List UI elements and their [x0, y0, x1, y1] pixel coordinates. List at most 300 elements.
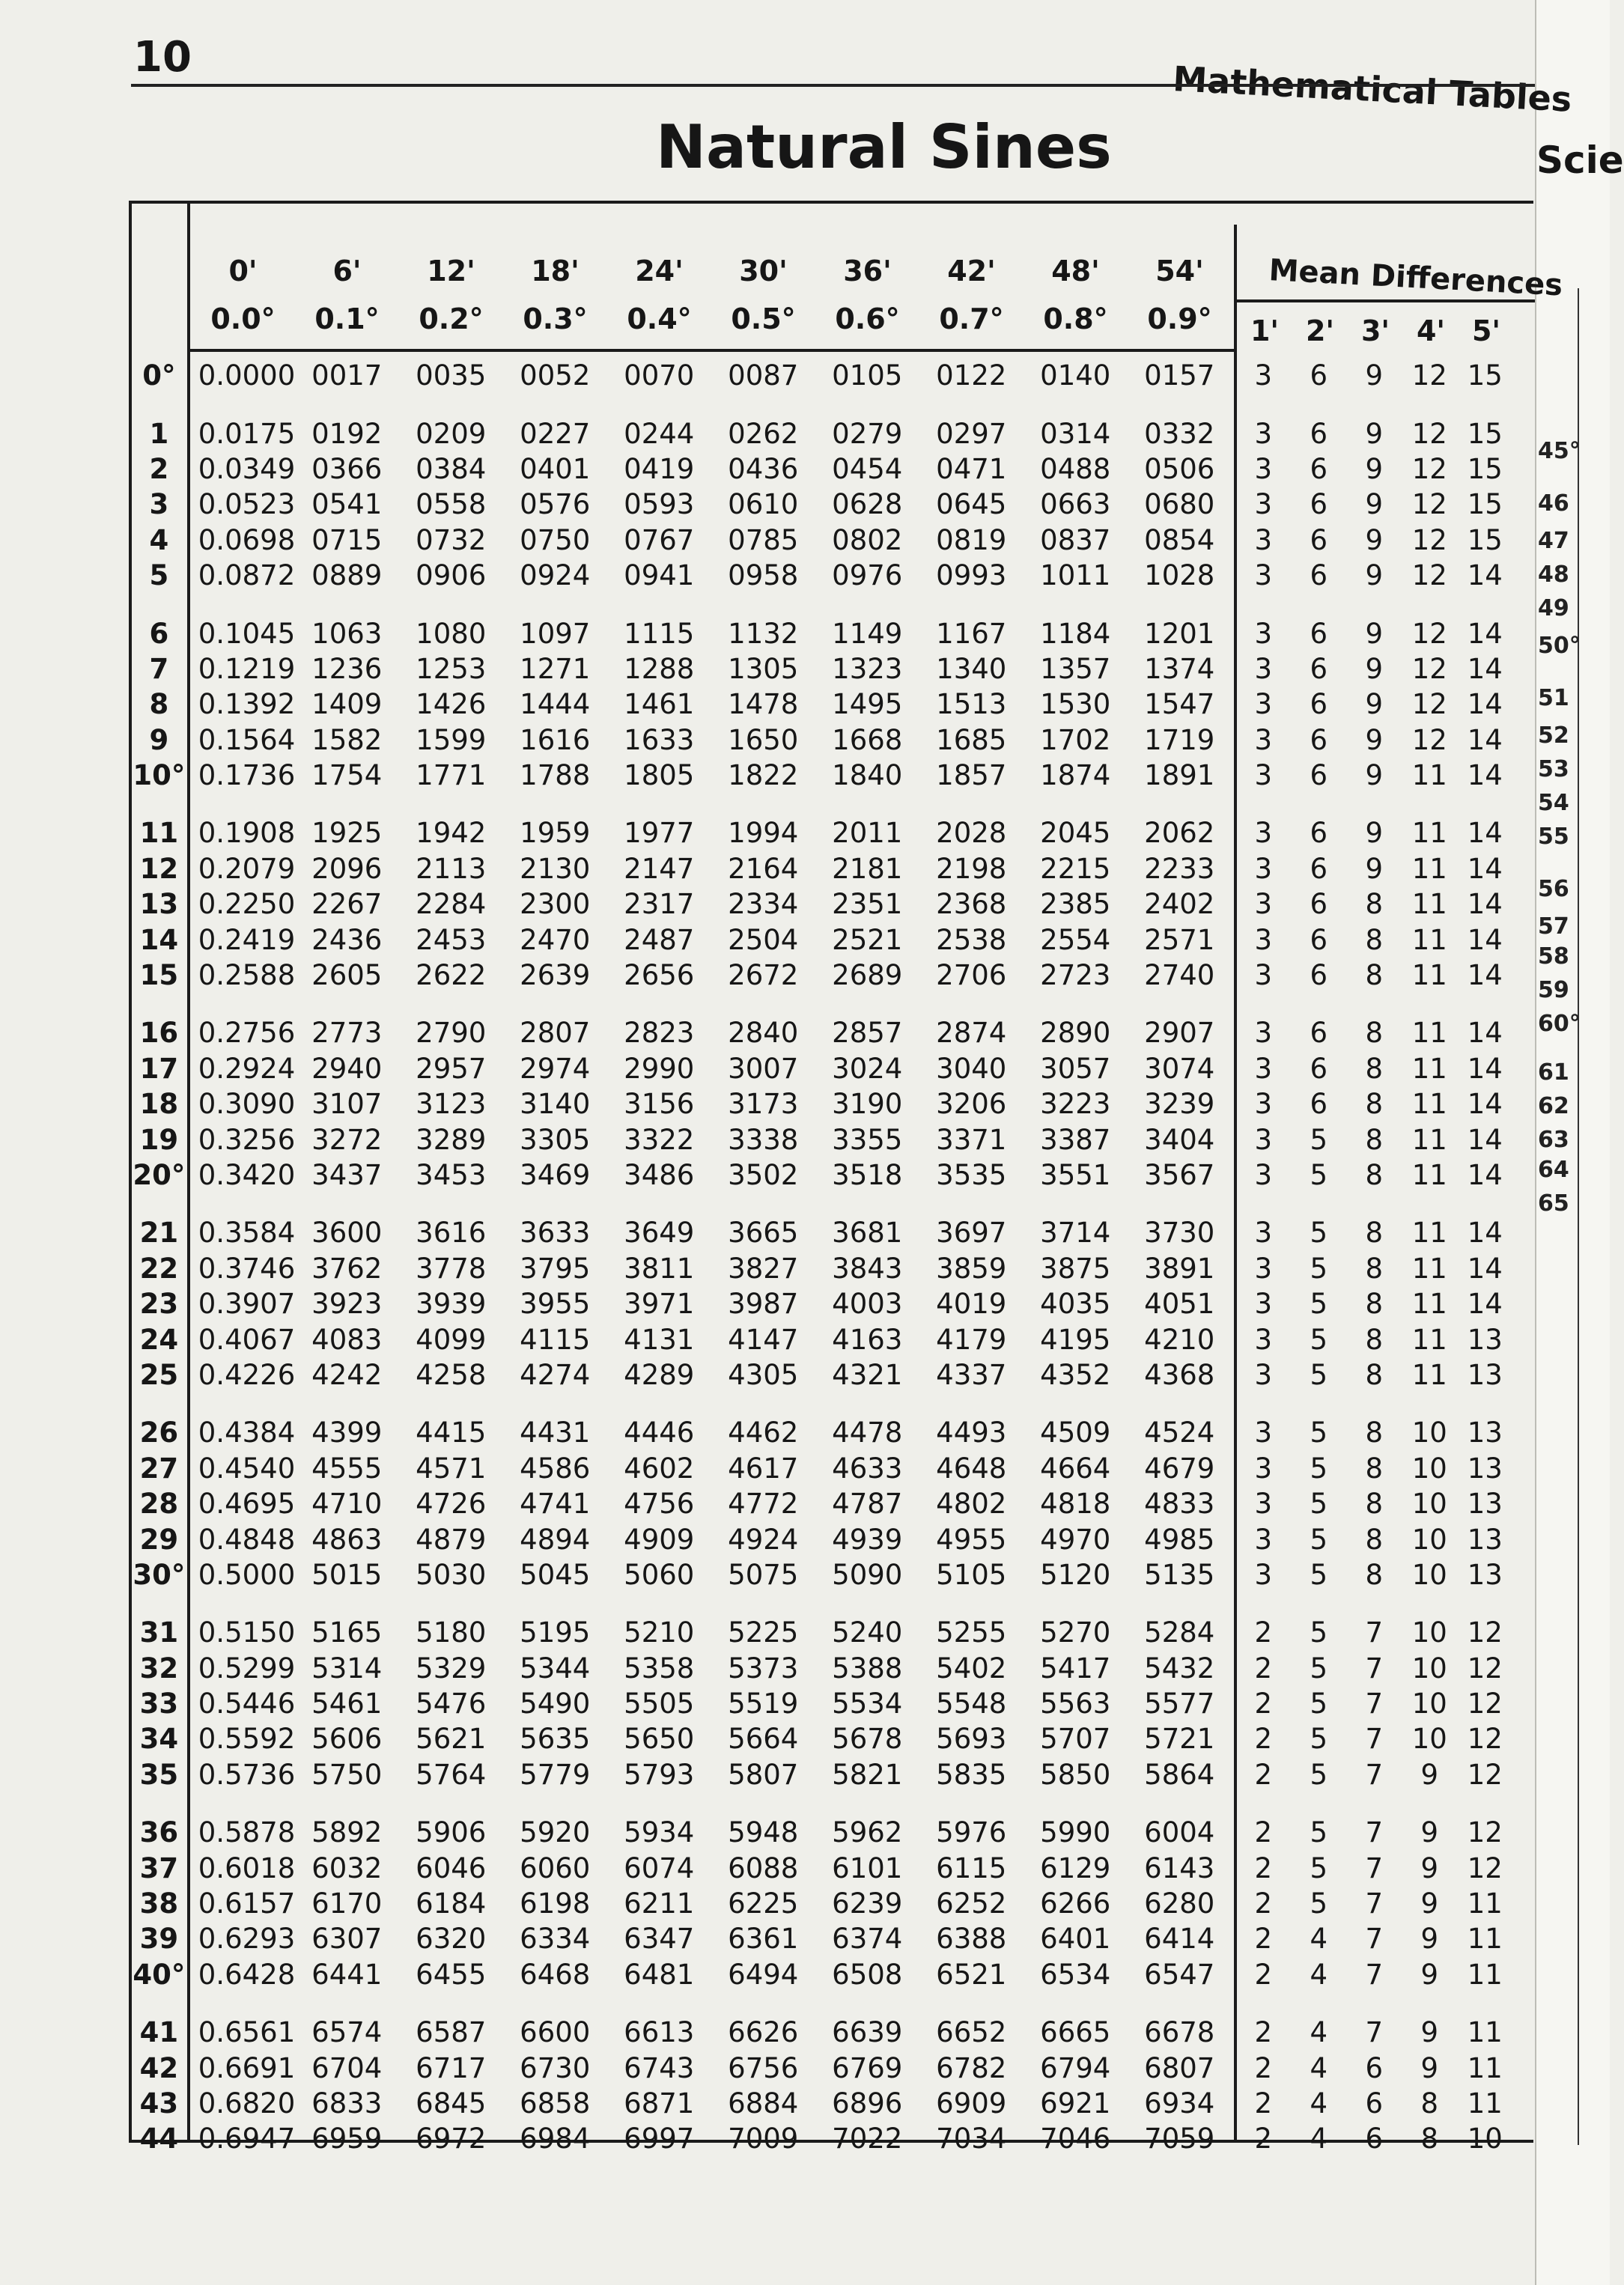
sine-value: 2656 [624, 959, 695, 992]
row-group [131, 1815, 1531, 1992]
mean-difference-value: 2 [1254, 2016, 1273, 2049]
mean-difference-value: 12 [1467, 1758, 1503, 1791]
sine-value: 4586 [520, 1452, 591, 1485]
sine-values [187, 1852, 1235, 1884]
mean-difference-values [1235, 359, 1531, 392]
mean-difference-values [1235, 1017, 1531, 1049]
mean-difference-value: 5 [1310, 1159, 1328, 1191]
sine-value: 3404 [1144, 1123, 1215, 1156]
sine-values [187, 418, 1235, 450]
sine-value: 3987 [728, 1288, 799, 1321]
mean-difference-value: 7 [1365, 1887, 1384, 1920]
sine-value: 4163 [832, 1323, 903, 1356]
angle-degree: 4 [149, 523, 169, 556]
mean-difference-values [1235, 1088, 1531, 1120]
sine-value: 0854 [1144, 523, 1215, 556]
mean-difference-values [1235, 817, 1531, 849]
row-group [131, 358, 1531, 393]
sine-value: 3827 [728, 1252, 799, 1285]
mean-difference-values [1235, 1652, 1531, 1685]
row-group [131, 1415, 1531, 1592]
mean-difference-value: 12 [1411, 417, 1447, 450]
sine-value: 6769 [832, 2051, 903, 2084]
sine-value: 5606 [311, 1723, 383, 1756]
sine-value: 4894 [520, 1523, 591, 1556]
mean-difference-value: 9 [1420, 1758, 1439, 1791]
sine-value: 2334 [728, 888, 799, 921]
column-header-decimal: 0.3° [523, 302, 588, 335]
mean-difference-value: 2 [1254, 1887, 1273, 1920]
sine-values [187, 1088, 1235, 1120]
header-rule [131, 84, 1535, 87]
angle-degree: 30° [133, 1558, 186, 1591]
sine-value: 1097 [520, 617, 591, 650]
mean-difference-value: 11 [1411, 959, 1447, 992]
sine-value: 5476 [416, 1688, 487, 1720]
mean-difference-value: 5 [1310, 1358, 1328, 1391]
sine-value: 0645 [936, 488, 1007, 521]
sine-value: 0.0872 [198, 559, 296, 592]
column-header-decimal: 0.0° [210, 302, 276, 335]
adjacent-degree: 54 [1538, 790, 1569, 816]
sine-value: 3206 [936, 1088, 1007, 1121]
mean-difference-value: 14 [1467, 1159, 1503, 1191]
sine-value: 2874 [936, 1017, 1007, 1050]
angle-degree: 1 [149, 417, 169, 450]
sine-value: 0.3256 [198, 1123, 296, 1156]
table-row [131, 651, 1531, 687]
mean-difference-value: 5 [1310, 1558, 1328, 1591]
sine-value: 3289 [416, 1123, 487, 1156]
sine-value: 6626 [728, 2016, 799, 2049]
sine-value: 6521 [936, 1958, 1007, 1991]
mean-difference-values [1235, 1723, 1531, 1755]
sine-value: 4710 [311, 1488, 383, 1521]
sine-values [187, 759, 1235, 791]
sine-value: 6934 [1144, 2087, 1215, 2120]
angle-degree: 27 [139, 1452, 179, 1485]
table-row [131, 1451, 1531, 1486]
mean-difference-value: 14 [1467, 688, 1503, 721]
mean-difference-values [1235, 1324, 1531, 1356]
sine-value: 6225 [728, 1887, 799, 1920]
sine-value: 6211 [624, 1887, 695, 1920]
angle-degree: 34 [139, 1723, 179, 1756]
sine-value: 5707 [1040, 1723, 1111, 1756]
sine-value: 5195 [520, 1616, 591, 1649]
sine-value: 1788 [520, 759, 591, 792]
sine-value: 4787 [832, 1488, 903, 1521]
sine-value: 3891 [1144, 1252, 1215, 1285]
table-row [131, 558, 1531, 593]
sine-value: 5060 [624, 1558, 695, 1591]
sine-value: 1271 [520, 652, 591, 685]
sine-value: 5864 [1144, 1758, 1215, 1791]
sine-value: 1857 [936, 759, 1007, 792]
mean-difference-value: 11 [1411, 1017, 1447, 1050]
sine-value: 5180 [416, 1616, 487, 1649]
sine-value: 0314 [1040, 417, 1111, 450]
sine-value: 6184 [416, 1887, 487, 1920]
sine-value: 4648 [936, 1452, 1007, 1485]
adjacent-degree: 46 [1538, 490, 1569, 517]
sine-value: 6101 [832, 1852, 903, 1884]
mean-difference-value: 5 [1310, 1323, 1328, 1356]
sine-values [187, 1488, 1235, 1520]
mean-difference-value: 12 [1411, 559, 1447, 592]
mean-difference-value: 6 [1310, 652, 1328, 685]
sine-value: 4051 [1144, 1288, 1215, 1321]
table-row [131, 416, 1531, 451]
angle-degree: 16 [139, 1017, 179, 1050]
mean-difference-value: 3 [1254, 1123, 1273, 1156]
mean-difference-value: 7 [1365, 1816, 1384, 1849]
sine-value: 3223 [1040, 1088, 1111, 1121]
sine-value: 1340 [936, 652, 1007, 685]
sine-value: 6704 [311, 2051, 383, 2084]
sine-value: 2436 [311, 923, 383, 956]
sine-value: 4446 [624, 1417, 695, 1449]
sine-value: 6074 [624, 1852, 695, 1884]
sine-values [187, 959, 1235, 991]
sine-value: 6587 [416, 2016, 487, 2049]
sine-value: 4131 [624, 1323, 695, 1356]
angle-degree: 14 [139, 923, 179, 956]
sine-value: 0.5446 [198, 1688, 296, 1720]
sine-value: 4818 [1040, 1488, 1111, 1521]
mean-difference-values [1235, 453, 1531, 485]
sine-value: 4019 [936, 1288, 1007, 1321]
sine-value: 5120 [1040, 1558, 1111, 1591]
column-header-minutes: 24' [635, 255, 684, 287]
sine-value: 3355 [832, 1123, 903, 1156]
mean-difference-values [1235, 524, 1531, 556]
column-headers [191, 247, 1232, 344]
sine-value: 4833 [1144, 1488, 1215, 1521]
table-row [131, 958, 1531, 993]
table-row [131, 1686, 1531, 1721]
mean-difference-values [1235, 1359, 1531, 1391]
mean-difference-value: 11 [1411, 888, 1447, 921]
mean-difference-value: 9 [1365, 559, 1384, 592]
mean-difference-value: 7 [1365, 1616, 1384, 1649]
sine-value: 0140 [1040, 359, 1111, 392]
sine-values [187, 1959, 1235, 1991]
mean-difference-value: 2 [1254, 1688, 1273, 1720]
mean-difference-value: 12 [1467, 1616, 1503, 1649]
table-row [131, 487, 1531, 522]
sine-value: 4571 [416, 1452, 487, 1485]
mean-difference-value: 2 [1254, 2051, 1273, 2084]
sine-value: 5490 [520, 1688, 591, 1720]
sine-value: 0157 [1144, 359, 1215, 392]
angle-degree: 29 [139, 1523, 179, 1556]
sine-value: 0663 [1040, 488, 1111, 521]
sine-value: 0628 [832, 488, 903, 521]
sine-value: 4863 [311, 1523, 383, 1556]
mean-difference-value: 11 [1411, 1323, 1447, 1356]
sine-value: 3371 [936, 1123, 1007, 1156]
sine-value: 1357 [1040, 652, 1111, 685]
sine-value: 6909 [936, 2087, 1007, 2120]
sine-table-body [131, 358, 1531, 2179]
angle-degree: 3 [149, 488, 169, 521]
sine-value: 2351 [832, 888, 903, 921]
sine-value: 7034 [936, 2123, 1007, 2155]
mean-difference-value: 13 [1467, 1488, 1503, 1521]
sine-value: 6401 [1040, 1923, 1111, 1956]
mean-difference-value: 14 [1467, 852, 1503, 885]
sine-value: 3551 [1040, 1159, 1111, 1191]
column-header [1024, 247, 1128, 344]
mean-difference-value: 6 [1310, 488, 1328, 521]
table-row [131, 1757, 1531, 1792]
sine-value: 0906 [416, 559, 487, 592]
mean-difference-value: 10 [1411, 1616, 1447, 1649]
mean-difference-value: 11 [1411, 1358, 1447, 1391]
table-row [131, 815, 1531, 851]
mean-difference-value: 3 [1254, 888, 1273, 921]
sine-value: 2706 [936, 959, 1007, 992]
angle-degree: 43 [139, 2087, 179, 2120]
mean-difference-value: 12 [1411, 488, 1447, 521]
sine-value: 0471 [936, 452, 1007, 485]
sine-value: 6088 [728, 1852, 799, 1884]
sine-value: 0401 [520, 452, 591, 485]
angle-degree: 24 [139, 1323, 179, 1356]
sine-value: 6730 [520, 2051, 591, 2084]
sine-value: 0.1908 [198, 817, 296, 850]
sine-value: 3239 [1144, 1088, 1215, 1121]
mean-difference-values [1235, 1816, 1531, 1849]
row-group [131, 1615, 1531, 1792]
sine-value: 4879 [416, 1523, 487, 1556]
table-row [131, 1815, 1531, 1850]
sine-value: 3875 [1040, 1252, 1111, 1285]
mean-difference-value: 11 [1467, 1887, 1503, 1920]
sine-value: 3107 [311, 1088, 383, 1121]
table-row [131, 1357, 1531, 1393]
sine-value: 1323 [832, 652, 903, 685]
sine-value: 3939 [416, 1288, 487, 1321]
column-header [1128, 247, 1232, 344]
mean-difference-values [1235, 2016, 1531, 2048]
sine-value: 4555 [311, 1452, 383, 1485]
table-row [131, 2121, 1531, 2156]
sine-values [187, 1688, 1235, 1720]
sine-value: 0279 [832, 417, 903, 450]
sine-value: 2974 [520, 1052, 591, 1085]
sine-value: 0454 [832, 452, 903, 485]
mean-difference-value: 9 [1420, 2051, 1439, 2084]
mean-difference-value: 9 [1365, 417, 1384, 450]
mean-difference-value: 6 [1310, 888, 1328, 921]
angle-degree: 37 [139, 1852, 179, 1884]
angle-degree: 32 [139, 1652, 179, 1685]
mean-difference-value: 5 [1310, 1217, 1328, 1250]
sine-value: 5210 [624, 1616, 695, 1649]
sine-value: 3007 [728, 1052, 799, 1085]
sine-value: 1977 [624, 817, 695, 850]
mean-difference-value: 11 [1411, 817, 1447, 850]
mean-difference-values [1235, 924, 1531, 956]
sine-value: 1374 [1144, 652, 1215, 685]
mean-difference-value: 4 [1310, 2123, 1328, 2155]
mean-difference-value: 4 [1310, 2087, 1328, 2120]
sine-value: 5373 [728, 1652, 799, 1685]
sine-value: 0105 [832, 359, 903, 392]
adjacent-degree: 55 [1538, 824, 1569, 850]
mean-difference-values [1235, 618, 1531, 650]
row-group [131, 615, 1531, 793]
sine-value: 3697 [936, 1217, 1007, 1250]
mean-difference-value: 14 [1467, 959, 1503, 992]
sine-value: 2554 [1040, 923, 1111, 956]
sine-value: 1409 [311, 688, 383, 721]
mean-difference-value: 3 [1254, 1288, 1273, 1321]
mean-difference-value: 5 [1310, 1652, 1328, 1685]
mean-difference-value: 5 [1310, 1758, 1328, 1791]
column-header-decimal: 0.2° [419, 302, 484, 335]
mean-differences-headers [1237, 314, 1533, 347]
mean-difference-value: 10 [1411, 1488, 1447, 1521]
mean-difference-header: 1' [1250, 314, 1280, 347]
sine-value: 2147 [624, 852, 695, 885]
mean-difference-value: 7 [1365, 1758, 1384, 1791]
mean-difference-value: 3 [1254, 1488, 1273, 1521]
mean-difference-value: 3 [1254, 1052, 1273, 1085]
sine-value: 1184 [1040, 617, 1111, 650]
sine-value: 5534 [832, 1688, 903, 1720]
sine-value: 5388 [832, 1652, 903, 1685]
sine-value: 5505 [624, 1688, 695, 1720]
sine-value: 0.5878 [198, 1816, 296, 1849]
mean-difference-value: 3 [1254, 959, 1273, 992]
table-row [131, 2086, 1531, 2121]
sine-value: 1959 [520, 817, 591, 850]
mean-difference-value: 8 [1365, 1159, 1384, 1191]
mean-differences-header-divider [1235, 299, 1535, 302]
mean-difference-values [1235, 1923, 1531, 1955]
mean-difference-value: 11 [1467, 2016, 1503, 2049]
mean-difference-value: 3 [1254, 1159, 1273, 1191]
mean-difference-value: 11 [1467, 1923, 1503, 1956]
sine-value: 5721 [1144, 1723, 1215, 1756]
sine-value: 4305 [728, 1358, 799, 1391]
page-number: 10 [133, 33, 192, 82]
sine-value: 6665 [1040, 2016, 1111, 2049]
sine-value: 2890 [1040, 1017, 1111, 1050]
mean-difference-value: 9 [1420, 1852, 1439, 1884]
sine-value: 6884 [728, 2087, 799, 2120]
mean-difference-values [1235, 1524, 1531, 1556]
adjacent-degree: 45° [1538, 438, 1581, 464]
sine-value: 2622 [416, 959, 487, 992]
mean-difference-value: 12 [1411, 452, 1447, 485]
angle-degree: 0° [142, 359, 176, 392]
sine-value: 2233 [1144, 852, 1215, 885]
sine-value: 4210 [1144, 1323, 1215, 1356]
table-row [131, 1957, 1531, 1992]
sine-value: 5892 [311, 1816, 383, 1849]
sine-value: 3778 [416, 1252, 487, 1285]
sine-value: 4772 [728, 1488, 799, 1521]
table-row [131, 851, 1531, 886]
mean-difference-value: 13 [1467, 1417, 1503, 1449]
table-row [131, 1122, 1531, 1157]
angle-degree: 2 [149, 452, 169, 485]
sine-value: 5329 [416, 1652, 487, 1685]
mean-difference-value: 9 [1365, 652, 1384, 685]
table-row [131, 1615, 1531, 1650]
sine-value: 6115 [936, 1852, 1007, 1884]
sine-value: 0889 [311, 559, 383, 592]
mean-difference-values [1235, 1887, 1531, 1920]
sine-value: 3681 [832, 1217, 903, 1250]
angle-degree: 21 [139, 1217, 179, 1250]
sine-value: 4909 [624, 1523, 695, 1556]
mean-difference-value: 9 [1365, 488, 1384, 521]
sine-value: 0.4695 [198, 1488, 296, 1521]
sine-value: 5577 [1144, 1688, 1215, 1720]
mean-differences-title: Mean Differences [1268, 253, 1564, 303]
mean-difference-value: 9 [1420, 1958, 1439, 1991]
mean-difference-value: 5 [1310, 1523, 1328, 1556]
sine-value: 0.6293 [198, 1923, 296, 1956]
column-header-minutes: 18' [531, 255, 580, 287]
sine-value: 6997 [624, 2123, 695, 2155]
sine-value: 6266 [1040, 1887, 1111, 1920]
mean-difference-value: 11 [1467, 1958, 1503, 1991]
sine-value: 5664 [728, 1723, 799, 1756]
mean-difference-header: 2' [1305, 314, 1335, 347]
adjacent-degree: 49 [1538, 595, 1569, 621]
angle-degree: 28 [139, 1488, 179, 1521]
mean-difference-value: 10 [1467, 2123, 1503, 2155]
sine-value: 0332 [1144, 417, 1215, 450]
mean-difference-value: 3 [1254, 1558, 1273, 1591]
sine-value: 6374 [832, 1923, 903, 1956]
table-row [131, 523, 1531, 558]
sine-value: 0192 [311, 417, 383, 450]
sine-value: 4274 [520, 1358, 591, 1391]
sine-value: 1201 [1144, 617, 1215, 650]
sine-value: 1028 [1144, 559, 1215, 592]
sine-value: 6921 [1040, 2087, 1111, 2120]
sine-value: 6494 [728, 1958, 799, 1991]
sine-value: 3665 [728, 1217, 799, 1250]
sine-value: 0.0000 [198, 359, 296, 392]
sine-values [187, 1288, 1235, 1320]
row-group [131, 2015, 1531, 2157]
sine-value: 0819 [936, 523, 1007, 556]
sine-value: 4741 [520, 1488, 591, 1521]
angle-degree: 38 [139, 1887, 179, 1920]
sine-value: 2113 [416, 852, 487, 885]
sine-value: 6046 [416, 1852, 487, 1884]
sine-value: 0.3746 [198, 1252, 296, 1285]
column-header-decimal: 0.7° [939, 302, 1004, 335]
mean-difference-value: 11 [1411, 1252, 1447, 1285]
sine-values [187, 2123, 1235, 2155]
row-group [131, 416, 1531, 593]
sine-value: 4352 [1040, 1358, 1111, 1391]
sine-value: 1236 [311, 652, 383, 685]
mean-difference-value: 12 [1411, 723, 1447, 756]
mean-difference-values [1235, 1688, 1531, 1720]
sine-value: 1633 [624, 723, 695, 756]
adjacent-table-edge [1578, 288, 1611, 2145]
